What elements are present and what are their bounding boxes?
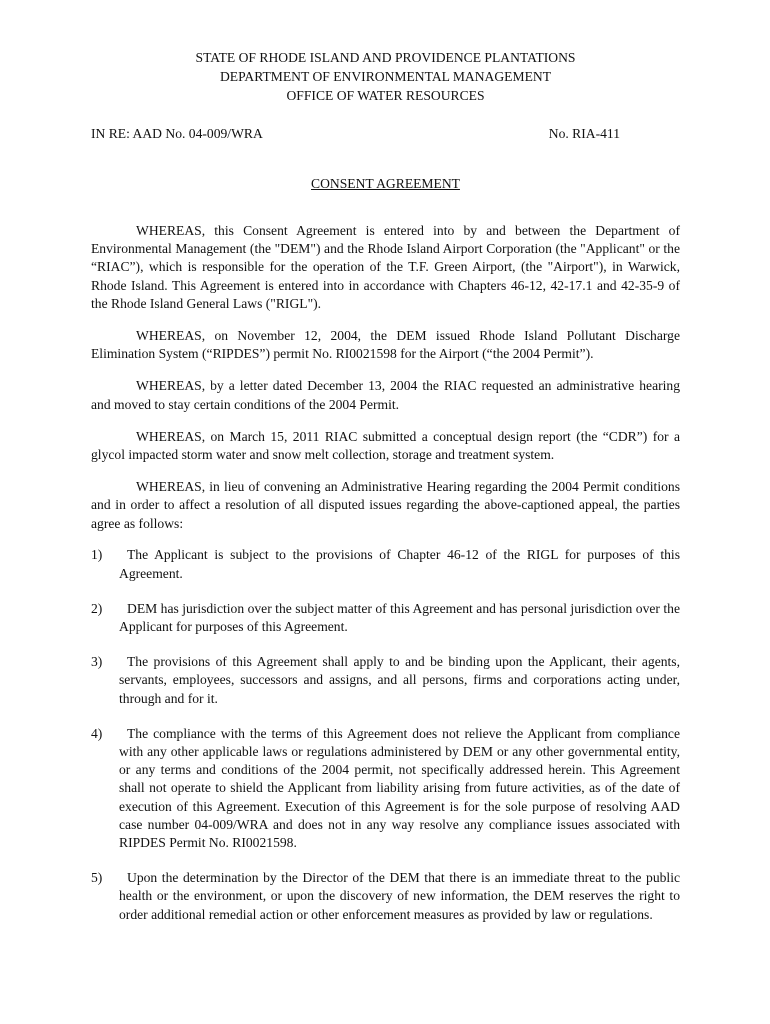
term-number: 4)	[91, 725, 103, 741]
document-title	[91, 174, 680, 193]
term-number: 1)	[91, 547, 103, 563]
document-page	[91, 48, 680, 924]
header-office: OFFICE OF WATER RESOURCES	[286, 88, 485, 103]
agreement-term	[91, 546, 680, 582]
whereas-paragraph: WHEREAS, by a letter dated December 13, 2004 the RIAC requested an administrative hearing and moved to stay certain conditions of the 2004 Permit.	[91, 378, 680, 412]
term-text: Upon the determination by the Director of the DEM that there is an immediate threat to the public health or the environment, or upon the discovery of new information, the DEM reserves the right to order additional remedial action or other enforcement measures as provided by law or regulations.	[119, 870, 680, 922]
whereas-paragraph: WHEREAS, on November 12, 2004, the DEM issued Rhode Island Pollutant Discharge Elimination System (“RIPDES”) permit No. RI0021598 for the Airport (“the 2004 Permit”).	[91, 328, 680, 362]
whereas-paragraph: WHEREAS, this Consent Agreement is entered into by and between the Department of Environmental Management (the "DEM") and the Rhode Island Airport Corporation (the "Applicant" or the “RIAC”), which is responsible for the operation of the T.F. Green Airport, (the "Airport"), in Warwick, Rhode Island. This Agreement is entered into in accordance with Chapters 46-12, 42-17.1 and 42-35-9 of the Rhode Island General Laws ("RIGL").	[91, 223, 680, 311]
agreement-terms-list	[91, 546, 680, 923]
term-text: The compliance with the terms of this Agreement does not relieve the Applicant from compliance with any other applicable laws or regulations administered by DEM or any other governmental entity, or any terms and conditions of the 2004 permit, not specifically addressed herein. This Agreement shall not operate to shield the Applicant from liability arising from future activities, as of the date of execution of this Agreement. Execution of this Agreement is for the sole purpose of resolving AAD case number 04-009/WRA and does not in any way resolve any compliance issues associated with RIPDES Permit No. RI0021598.	[119, 725, 680, 851]
term-number: 3)	[91, 654, 103, 670]
case-caption	[91, 124, 680, 143]
agency-header	[91, 48, 680, 105]
term-text: The Applicant is subject to the provisions of Chapter 46-12 of the RIGL for purposes of this Agreement.	[119, 547, 680, 581]
agreement-term	[91, 600, 680, 636]
agreement-term	[91, 653, 680, 708]
term-text: The provisions of this Agreement shall apply to and be binding upon the Applicant, their agents, servants, employees, successors and assigns, and all persons, firms and corporations acting under, through and for it.	[119, 654, 680, 706]
agreement-term	[91, 725, 680, 852]
whereas-paragraph: WHEREAS, in lieu of convening an Administrative Hearing regarding the 2004 Permit conditions and in order to affect a resolution of all disputed issues regarding the above-captioned appeal, the parties agree as follows:	[91, 479, 680, 531]
document-title-text: CONSENT AGREEMENT	[311, 176, 460, 191]
header-department: DEPARTMENT OF ENVIRONMENTAL MANAGEMENT	[219, 69, 551, 84]
whereas-paragraph: WHEREAS, on March 15, 2011 RIAC submitted a conceptual design report (the “CDR”) for a glycol impacted storm water and snow melt collection, storage and treatment system.	[91, 428, 680, 463]
header-state: STATE OF RHODE ISLAND AND PROVIDENCE PLANTATIONS	[195, 50, 576, 65]
case-number: No. RIA-411	[548, 126, 620, 141]
agreement-term	[91, 869, 680, 924]
term-number: 2)	[91, 600, 103, 616]
term-text: DEM has jurisdiction over the subject matter of this Agreement and has personal jurisdiction over the Applicant for purposes of this Agreement.	[119, 600, 680, 635]
term-number: 5)	[91, 870, 103, 886]
case-in-re: IN RE: AAD No. 04-009/WRA	[91, 126, 263, 141]
